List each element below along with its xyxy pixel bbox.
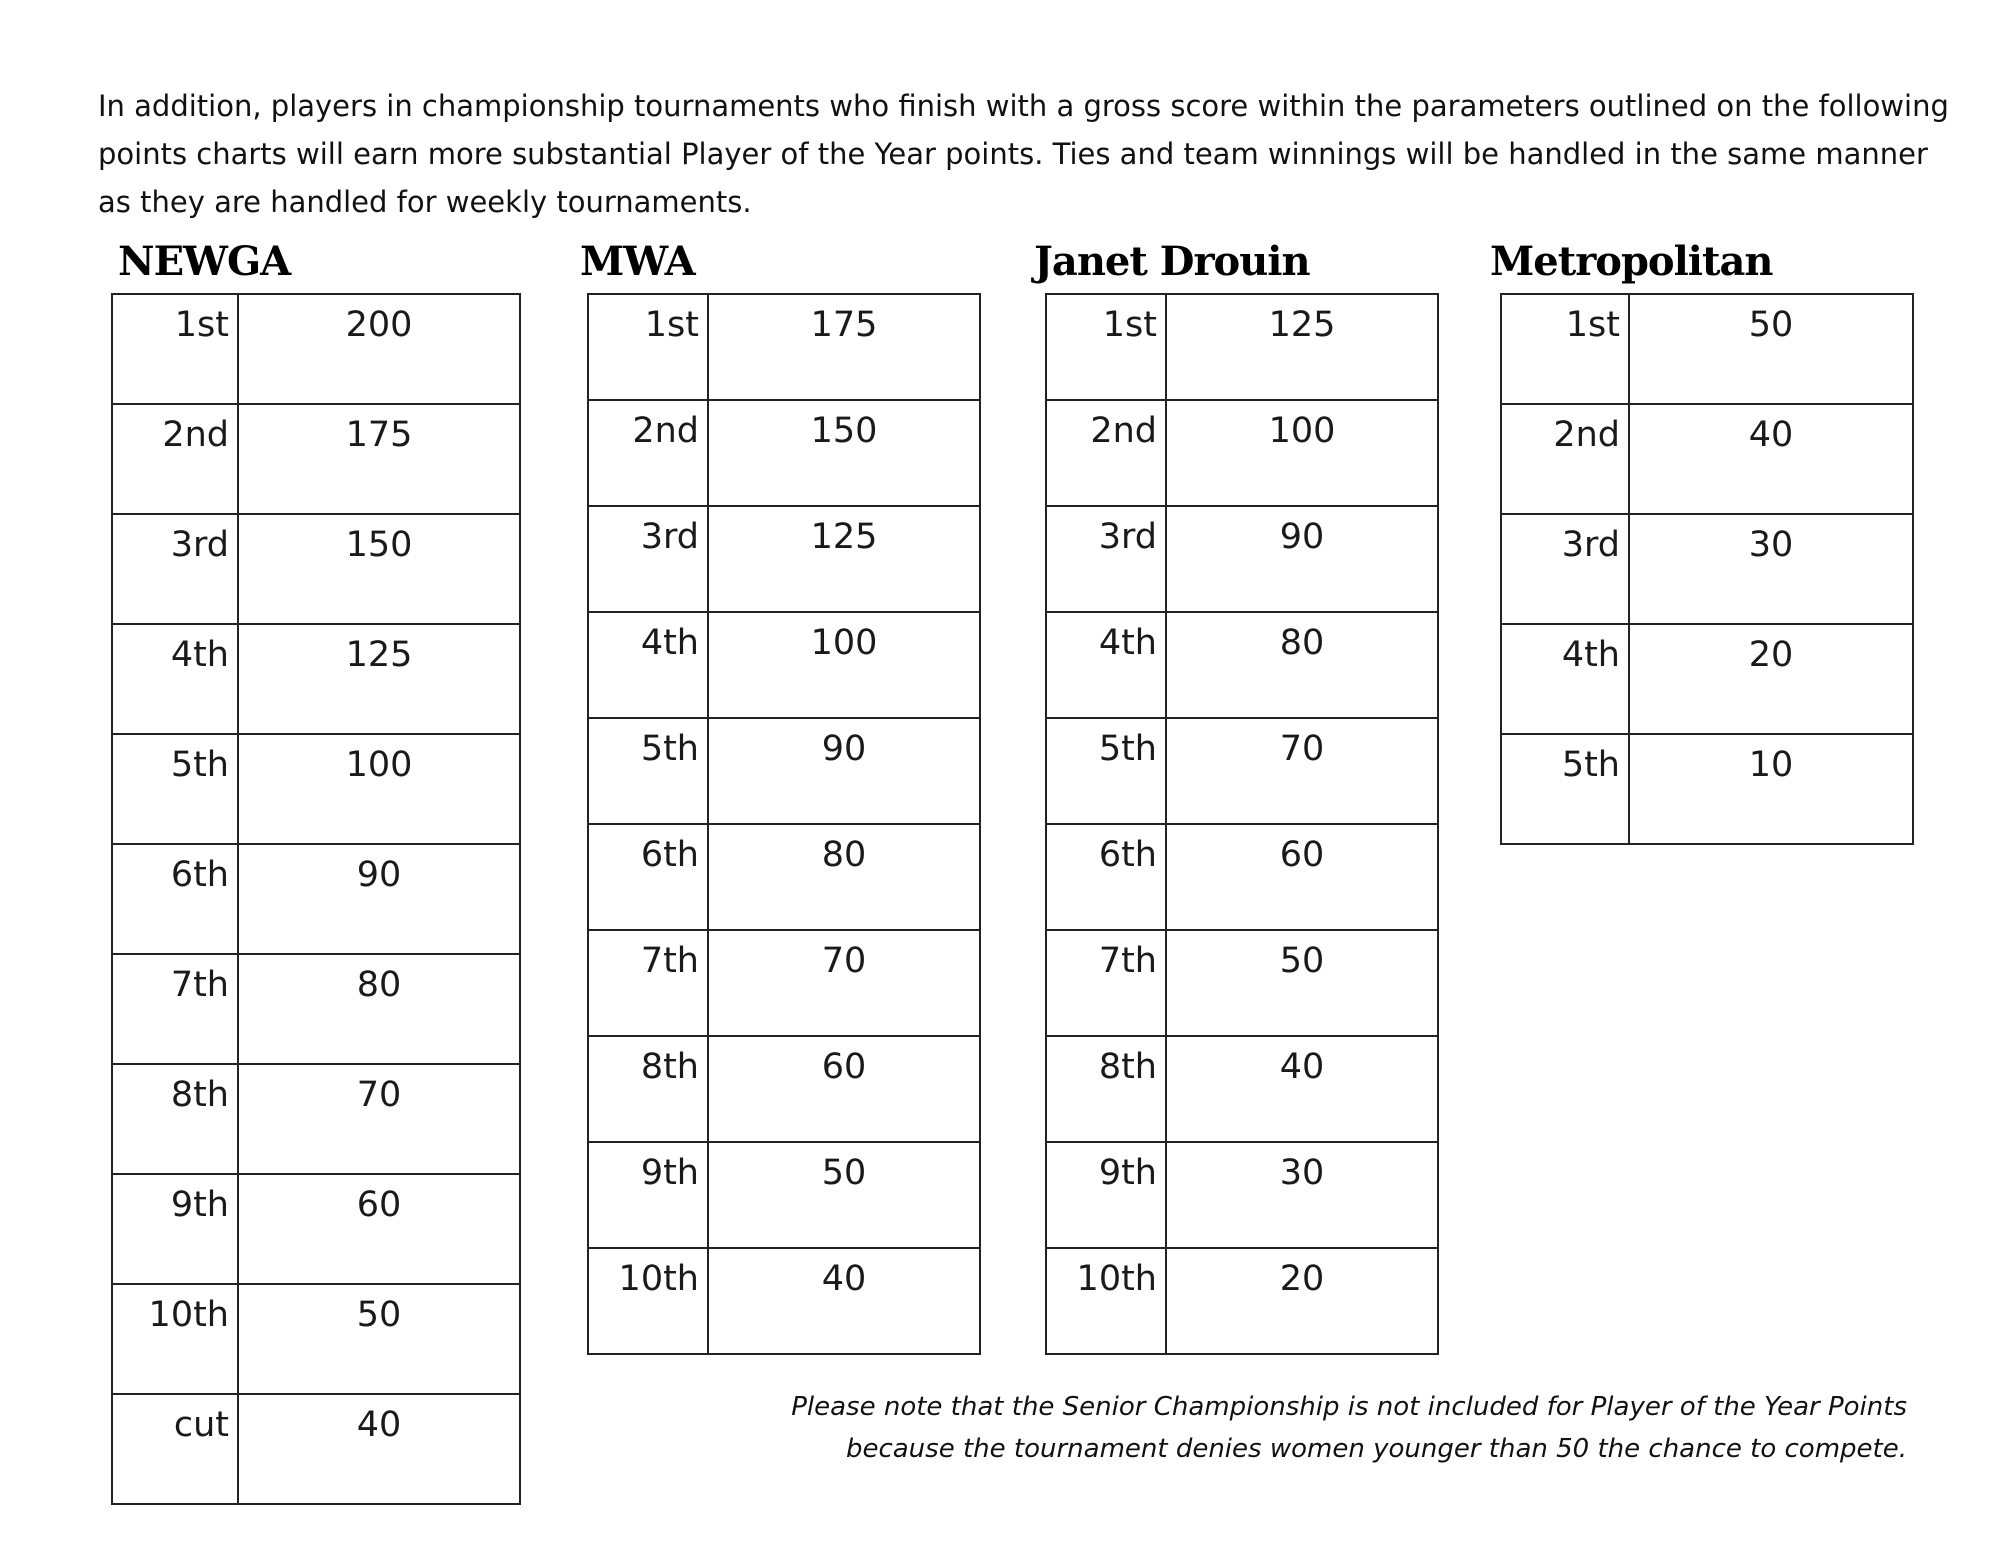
- table-row: [588, 1036, 980, 1142]
- place-cell: 6th: [588, 824, 708, 930]
- table-row: [112, 1394, 520, 1504]
- points-cell: 200: [238, 294, 520, 404]
- table-row: [1501, 624, 1913, 734]
- table-row: [588, 506, 980, 612]
- table-row: [588, 1142, 980, 1248]
- place-cell: 4th: [1046, 612, 1166, 718]
- table-row: [112, 844, 520, 954]
- table-row: [1501, 294, 1913, 404]
- table-row: [1046, 400, 1438, 506]
- table-row: [588, 824, 980, 930]
- points-cell: 30: [1166, 1142, 1438, 1248]
- points-cell: 50: [1166, 930, 1438, 1036]
- points-cell: 40: [238, 1394, 520, 1504]
- table-row: [1046, 718, 1438, 824]
- table-row: [112, 294, 520, 404]
- place-cell: 6th: [1046, 824, 1166, 930]
- points-cell: 175: [238, 404, 520, 514]
- place-cell: cut: [112, 1394, 238, 1504]
- place-cell: 5th: [1046, 718, 1166, 824]
- place-cell: 5th: [112, 734, 238, 844]
- points-cell: 20: [1629, 624, 1913, 734]
- intro-paragraph: In addition, players in championship tournaments who finish with a gross score within the parameters outlined on the following points charts will earn more substantial Player of the Year points. Ties and team winnings will be handled in the same manner as they are handled for weekly tournaments.: [98, 89, 1949, 219]
- place-cell: 6th: [112, 844, 238, 954]
- table-row: [112, 1064, 520, 1174]
- place-cell: 1st: [1046, 294, 1166, 400]
- points-cell: 10: [1629, 734, 1913, 844]
- table-row: [1046, 1036, 1438, 1142]
- place-cell: 2nd: [112, 404, 238, 514]
- table-row: [1046, 824, 1438, 930]
- place-cell: 3rd: [112, 514, 238, 624]
- place-cell: 3rd: [1501, 514, 1629, 624]
- place-cell: 5th: [588, 718, 708, 824]
- points-cell: 40: [1629, 404, 1913, 514]
- points-cell: 70: [238, 1064, 520, 1174]
- table-row: [1501, 404, 1913, 514]
- points-cell: 50: [708, 1142, 980, 1248]
- points-cell: 100: [238, 734, 520, 844]
- points-cell: 70: [1166, 718, 1438, 824]
- place-cell: 4th: [112, 624, 238, 734]
- points-cell: 60: [238, 1174, 520, 1284]
- table-row: [1046, 612, 1438, 718]
- note-line-2: because the tournament denies women younger than 50 the chance to compete.: [845, 1434, 1907, 1464]
- place-cell: 1st: [588, 294, 708, 400]
- table-row: [588, 612, 980, 718]
- table-row: [1046, 1248, 1438, 1354]
- place-cell: 2nd: [588, 400, 708, 506]
- place-cell: 9th: [1046, 1142, 1166, 1248]
- table-row: [588, 718, 980, 824]
- points-cell: 90: [1166, 506, 1438, 612]
- table-row: [1501, 734, 1913, 844]
- place-cell: 10th: [588, 1248, 708, 1354]
- points-cell: 80: [1166, 612, 1438, 718]
- place-cell: 5th: [1501, 734, 1629, 844]
- table-row: [588, 400, 980, 506]
- table-row: [588, 930, 980, 1036]
- place-cell: 10th: [112, 1284, 238, 1394]
- table-row: [112, 404, 520, 514]
- points-cell: 125: [1166, 294, 1438, 400]
- points-cell: 150: [708, 400, 980, 506]
- points-cell: 40: [1166, 1036, 1438, 1142]
- place-cell: 7th: [588, 930, 708, 1036]
- points-cell: 125: [708, 506, 980, 612]
- janet-drouin-title: Janet Drouin: [1034, 238, 1310, 285]
- place-cell: 1st: [112, 294, 238, 404]
- table-row: [112, 954, 520, 1064]
- table-row: [112, 624, 520, 734]
- newga-points-table: [111, 293, 521, 1505]
- place-cell: 9th: [588, 1142, 708, 1248]
- table-row: [1046, 294, 1438, 400]
- points-cell: 125: [238, 624, 520, 734]
- points-cell: 60: [1166, 824, 1438, 930]
- place-cell: 8th: [112, 1064, 238, 1174]
- points-cell: 150: [238, 514, 520, 624]
- place-cell: 7th: [112, 954, 238, 1064]
- place-cell: 3rd: [1046, 506, 1166, 612]
- points-cell: 175: [708, 294, 980, 400]
- points-cell: 80: [708, 824, 980, 930]
- place-cell: 2nd: [1501, 404, 1629, 514]
- points-cell: 50: [238, 1284, 520, 1394]
- table-row: [1046, 1142, 1438, 1248]
- table-row: [112, 734, 520, 844]
- metropolitan-title: Metropolitan: [1490, 238, 1773, 285]
- place-cell: 1st: [1501, 294, 1629, 404]
- place-cell: 4th: [588, 612, 708, 718]
- senior-championship-note: [791, 1386, 1907, 1470]
- points-cell: 100: [708, 612, 980, 718]
- points-cell: 60: [708, 1036, 980, 1142]
- points-cell: 30: [1629, 514, 1913, 624]
- points-cell: 80: [238, 954, 520, 1064]
- place-cell: 4th: [1501, 624, 1629, 734]
- metropolitan-points-table: [1500, 293, 1914, 845]
- place-cell: 9th: [112, 1174, 238, 1284]
- place-cell: 8th: [588, 1036, 708, 1142]
- table-row: [1501, 514, 1913, 624]
- table-row: [588, 294, 980, 400]
- points-cell: 20: [1166, 1248, 1438, 1354]
- points-cell: 70: [708, 930, 980, 1036]
- table-row: [1046, 930, 1438, 1036]
- mwa-title: MWA: [580, 238, 695, 285]
- points-cell: 90: [708, 718, 980, 824]
- place-cell: 8th: [1046, 1036, 1166, 1142]
- points-cell: 100: [1166, 400, 1438, 506]
- points-cell: 40: [708, 1248, 980, 1354]
- points-cell: 50: [1629, 294, 1913, 404]
- table-row: [112, 1284, 520, 1394]
- place-cell: 3rd: [588, 506, 708, 612]
- mwa-points-table: [587, 293, 981, 1355]
- table-row: [112, 514, 520, 624]
- table-row: [588, 1248, 980, 1354]
- table-row: [112, 1174, 520, 1284]
- place-cell: 2nd: [1046, 400, 1166, 506]
- place-cell: 10th: [1046, 1248, 1166, 1354]
- note-line-1: Please note that the Senior Championship is not included for Player of the Year Points: [791, 1392, 1907, 1422]
- janet-drouin-points-table: [1045, 293, 1439, 1355]
- newga-title: NEWGA: [118, 238, 291, 285]
- place-cell: 7th: [1046, 930, 1166, 1036]
- points-cell: 90: [238, 844, 520, 954]
- table-row: [1046, 506, 1438, 612]
